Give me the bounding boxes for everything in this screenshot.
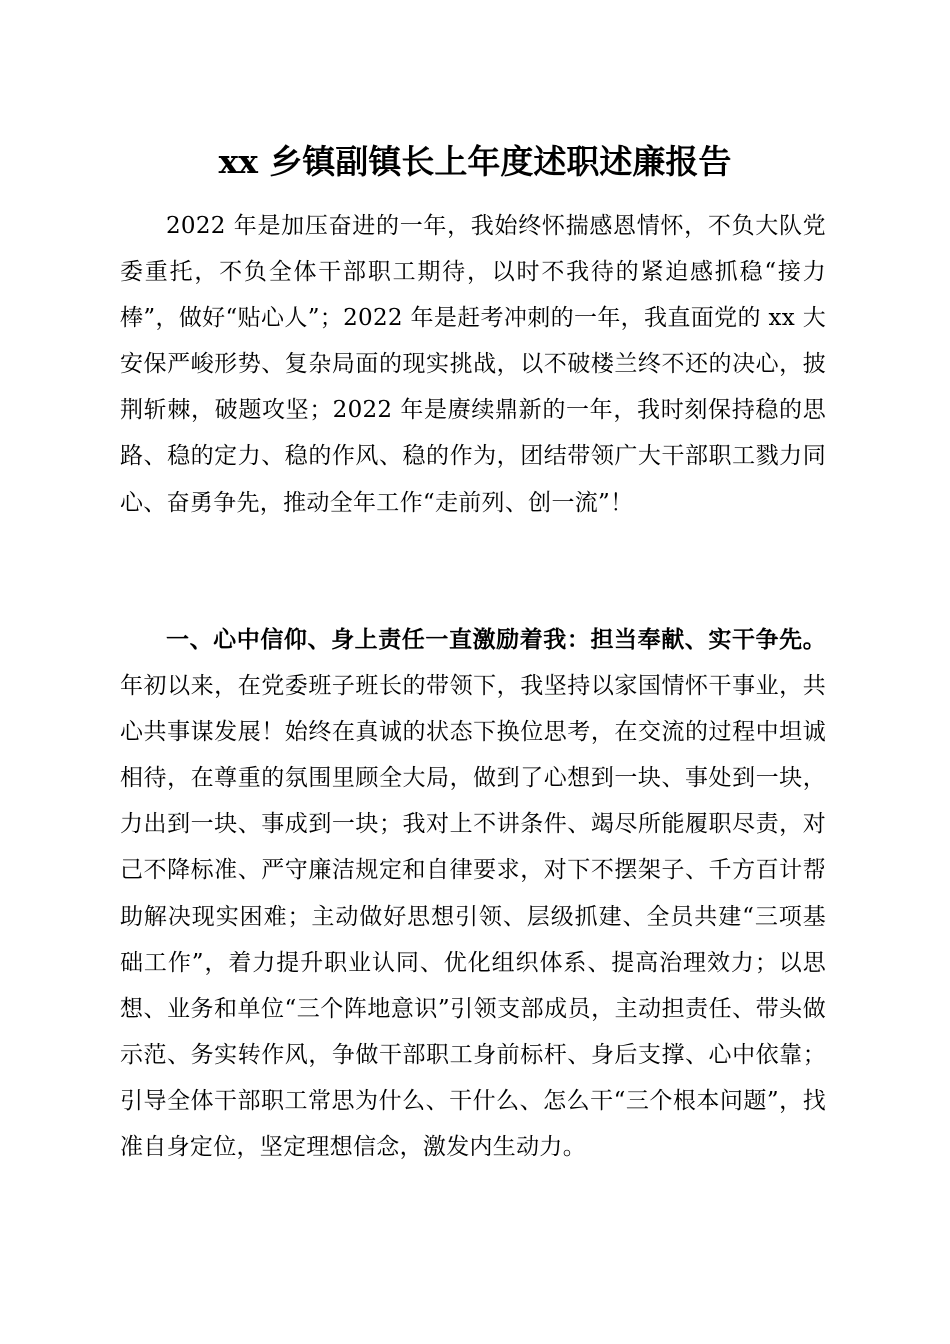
section-1-heading: 一、心中信仰、身上责任一直激励着我：担当奉献、实干争先。 [166, 627, 826, 653]
document-title: xx 乡镇副镇长上年度述职述廉报告 [218, 142, 732, 181]
paragraph-section-1 [120, 617, 826, 1170]
paragraph-intro: 2022 年是加压奋进的一年，我始终怀揣感恩情怀，不负大队党委重托，不负全体干部职工期待，以时不我待的紧迫感抓稳“接力棒”，做好“贴心人”；2022 年是赶考冲刺的一年，我直面党的 xx 大安保严峻形势、复杂局面的现实挑战，以不破楼兰终不还的决心，披荆斩棘，破题攻坚；2022 年是赓续鼎新的一年，我时刻保持稳的思路、稳的定力、稳的作风、稳的作为，团结带领广大干部职工戮力同心、奋勇争先，推动全年工作“走前列、创一流”！ [120, 213, 826, 516]
section-1-body: 年初以来，在党委班子班长的带领下，我坚持以家国情怀干事业，共心共事谋发展！始终在真诚的状态下换位思考，在交流的过程中坦诚相待，在尊重的氛围里顾全大局，做到了心想到一块、事处到一块，力出到一块、事成到一块；我对上不讲条件、竭尽所能履职尽责，对己不降标准、严守廉洁规定和自律要求，对下不摆架子、千方百计帮助解决现实困难；主动做好思想引领、层级抓建、全员共建“三项基础工作”，着力提升职业认同、优化组织体系、提高治理效力；以思想、业务和单位“三个阵地意识”引领支部成员，主动担责任、带头做示范、务实转作风，争做干部职工身前标杆、身后支撑、心中依靠；引导全体干部职工常思为什么、干什么、怎么干“三个根本问题”，找准自身定位，坚定理想信念，激发内生动力。 [120, 673, 826, 1161]
